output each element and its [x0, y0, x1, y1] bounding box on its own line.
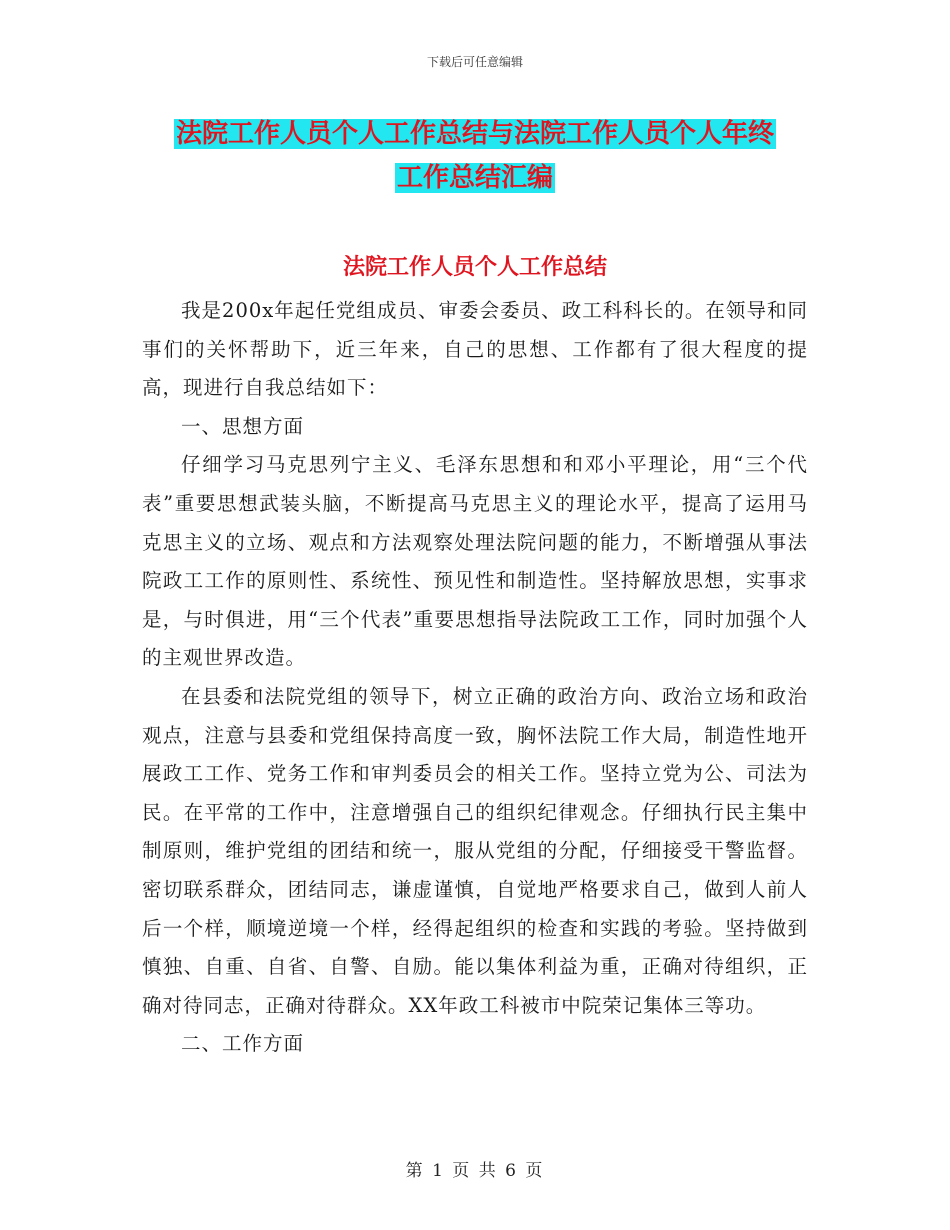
document-body [142, 292, 808, 1064]
document-title-line-1: 法院工作人员个人工作总结与法院工作人员个人年终 [175, 119, 774, 149]
document-title [0, 112, 950, 200]
page-number: 第 1 页 共 6 页 [405, 1161, 545, 1181]
heading-thought: 一、思想方面 [181, 414, 305, 438]
intro-paragraph: 我是200x年起任党组成员、审委会委员、政工科科长的。在领导和同事们的关怀帮助下，近三年来，自己的思想、工作都有了很大程度的提高，现进行自我总结如下： [142, 299, 808, 400]
politics-paragraph: 在县委和法院党组的领导下，树立正确的政治方向、政治立场和政治观点，注意与县委和党组保持高度一致，胸怀法院工作大局，制造性地开展政工工作、党务工作和审判委员会的相关工作。坚持立党为公、司法为民。在平常的工作中，注意增强自己的组织纪律观念。仔细执行民主集中制原则，维护党组的团结和统一，服从党组的分配，仔细接受干警监督。密切联系群众，团结同志，谦虚谨慎，自觉地严格要求自己，做到人前人后一个样，顺境逆境一个样，经得起组织的检查和实践的考验。坚持做到慎独、自重、自省、自警、自励。能以集体利益为重，正确对待组织，正确对待同志，正确对待群众。XX年政工科被市中院荣记集体三等功。 [142, 684, 808, 1017]
document-title-line-2: 工作总结汇编 [396, 163, 553, 193]
page-header-note: 下载后可任意编辑 [426, 55, 523, 69]
section-title: 法院工作人员个人工作总结 [342, 254, 607, 280]
thought-paragraph: 仔细学习马克思列宁主义、毛泽东思想和和邓小平理论，用“三个代表”重要思想武装头脑，不断提高马克思主义的理论水平，提高了运用马克思主义的立场、观点和方法观察处理法院问题的能力，不断增强从事法院政工工作的原则性、系统性、预见性和制造性。坚持解放思想，实事求是，与时俱进，用“三个代表”重要思想指导法院政工工作，同时加强个人的主观世界改造。 [142, 453, 808, 670]
heading-work: 二、工作方面 [181, 1032, 305, 1056]
